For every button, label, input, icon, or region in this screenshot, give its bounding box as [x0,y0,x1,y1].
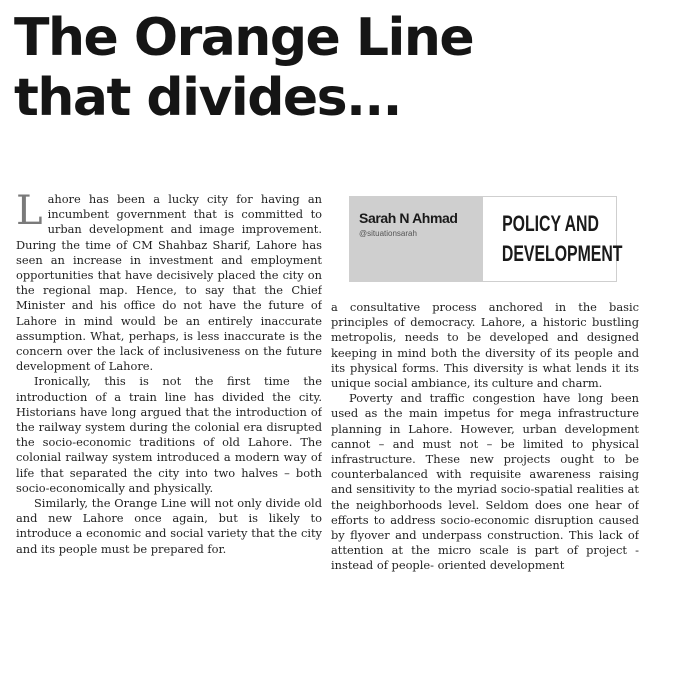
paragraph-3: Similarly, the Orange Line will not only divide old and new Lahore once again, but is likely to introduce a economic and social variety that the city and its people must be prepared for. [16,496,322,556]
section-label: POLICY AND DEVELOPMENT [501,211,623,266]
paragraph-4: a consultative process anchored in the basic principles of democracy. Lahore, a historic bustling metropolis, needs to be developed and designed keeping in mind both the diversity of its people and its physical forms. This diversity is what lends it its unique social ambiance, its culture and charm. [331,300,639,391]
section-label-box [482,196,623,282]
headline-line-1: The Orange Line [14,8,474,68]
paragraph-1-text: ahore has been a lucky city for having an incumbent government that is committed to urban development and image improvement. During the time of CM Shahbaz Sharif, Lahore has seen an increase in investment and employment opportunities that have decisively placed the city on the regional map. Hence, to say that the Chief Minister and his office do not have the future of Lahore in mind would be an entirely inaccurate assumption. What, perhaps, is less inaccurate is the concern over the lack of inclusiveness on the future development of Lahore. [16,192,322,374]
article-column-left [16,192,322,670]
paragraph-1 [16,192,322,374]
paragraph-2: Ironically, this is not the first time the introduction of a train line has divided the city. Historians have long argued that the introduction of the railway system during the colonial era disrupted the socio-economic traditions of old Lahore. The colonial railway system introduced a modern way of life that separated the city into two halves – both socio-economically and physically. [16,374,322,495]
drop-cap: L [16,192,43,234]
paragraph-5: Poverty and traffic congestion have long been used as the main impetus for mega infrastructure planning in Lahore. However, urban development cannot – and must not – be limited to physical infrastructure. These new projects ought to be counterbalanced with requisite awareness raising and sensitivity to the myriad socio-spatial realities at the neighborhoods level. Seldom does one hear of efforts to address socio-economic disruption caused by flyover and underpass construction. This lack of attention at the micro scale is part of project - instead of people- oriented development [331,391,639,573]
author-block [359,210,477,240]
article-column-right [331,300,639,670]
headline [14,8,664,128]
headline-line-2: that divides... [14,68,401,128]
author-handle: @situationsarah [359,229,417,238]
author-name: Sarah N Ahmad [359,210,458,226]
byline-box [349,196,623,282]
